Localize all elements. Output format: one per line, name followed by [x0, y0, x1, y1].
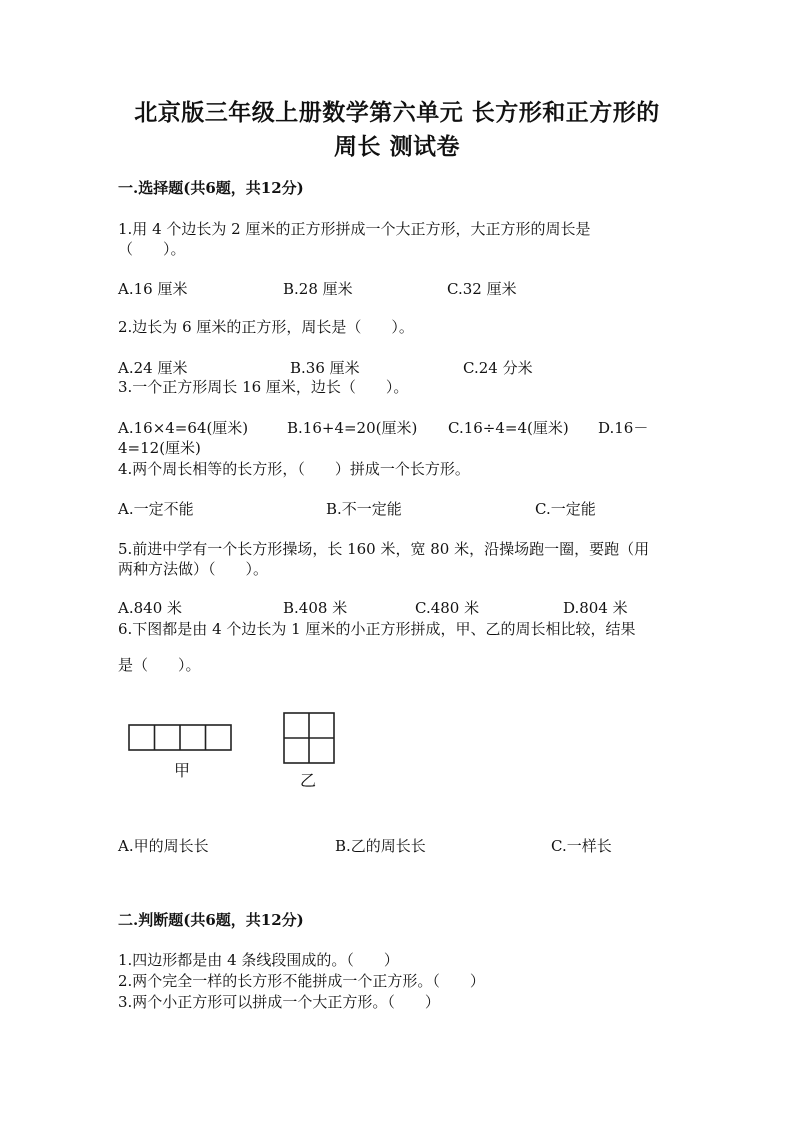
- judgment-item-1: 1.四边形都是由 4 条线段围成的。（ ）: [118, 951, 399, 969]
- question-6-stem: 6.下图都是由 4 个边长为 1 厘米的小正方形拼成，甲、乙的周长相比较，结果: [118, 620, 636, 638]
- question-1-stem: 1.用 4 个边长为 2 厘米的正方形拼成一个大正方形，大正方形的周长是: [118, 220, 591, 238]
- figure-jia-shape: [128, 724, 234, 754]
- figure-yi-label: 乙: [300, 771, 317, 790]
- judgment-item-2: 2.两个完全一样的长方形不能拼成一个正方形。（ ）: [118, 972, 485, 990]
- question-3-stem: 3.一个正方形周长 16 厘米，边长（ ）。: [118, 378, 409, 396]
- question-5-option-c: C.480 米: [415, 599, 480, 617]
- question-1-stem-cont: （ ）。: [118, 240, 186, 258]
- question-4-stem: 4.两个周长相等的长方形，（ ）拼成一个长方形。: [118, 460, 470, 478]
- question-3-option-a: A.16×4=64(厘米): [118, 419, 249, 437]
- section-heading-choice: 一.选择题(共6题，共12分): [118, 179, 304, 197]
- question-3-option-c: C.16÷4=4(厘米): [448, 419, 569, 437]
- judgment-item-3: 3.两个小正方形可以拼成一个大正方形。（ ）: [118, 993, 440, 1011]
- question-5-option-b: B.408 米: [283, 599, 348, 617]
- question-3-option-d: D.16－: [598, 419, 649, 437]
- question-2-stem: 2.边长为 6 厘米的正方形，周长是（ ）。: [118, 318, 414, 336]
- question-5-option-a: A.840 米: [118, 599, 182, 617]
- question-4-option-a: A.一定不能: [118, 500, 194, 518]
- question-3-option-b: B.16+4=20(厘米): [287, 419, 418, 437]
- question-6-option-c: C.一样长: [551, 837, 612, 855]
- section-heading-judgment: 二.判断题(共6题，共12分): [118, 911, 304, 929]
- figure-yi-shape: [283, 712, 337, 766]
- question-2-option-a: A.24 厘米: [118, 359, 188, 377]
- page-title-line-2: 周长 测试卷: [333, 133, 460, 160]
- question-1-option-a: A.16 厘米: [118, 280, 188, 298]
- question-5-stem: 5.前进中学有一个长方形操场，长 160 米，宽 80 米，沿操场跑一圈，要跑（用: [118, 540, 650, 558]
- question-1-option-b: B.28 厘米: [283, 280, 353, 298]
- question-6-stem-cont: 是（ ）。: [118, 656, 201, 674]
- question-4-option-c: C.一定能: [535, 500, 596, 518]
- page-title-line-1: 北京版三年级上册数学第六单元 长方形和正方形的: [134, 99, 660, 126]
- question-2-option-c: C.24 分米: [463, 359, 533, 377]
- question-6-option-a: A.甲的周长长: [118, 837, 209, 855]
- figure-jia-label: 甲: [174, 761, 191, 780]
- question-5-stem-cont: 两种方法做）（ ）。: [118, 560, 269, 578]
- question-1-option-c: C.32 厘米: [447, 280, 517, 298]
- question-2-option-b: B.36 厘米: [290, 359, 360, 377]
- question-6-option-b: B.乙的周长长: [335, 837, 426, 855]
- question-3-option-d-cont: 4=12(厘米): [118, 439, 201, 457]
- question-4-option-b: B.不一定能: [326, 500, 402, 518]
- question-5-option-d: D.804 米: [563, 599, 628, 617]
